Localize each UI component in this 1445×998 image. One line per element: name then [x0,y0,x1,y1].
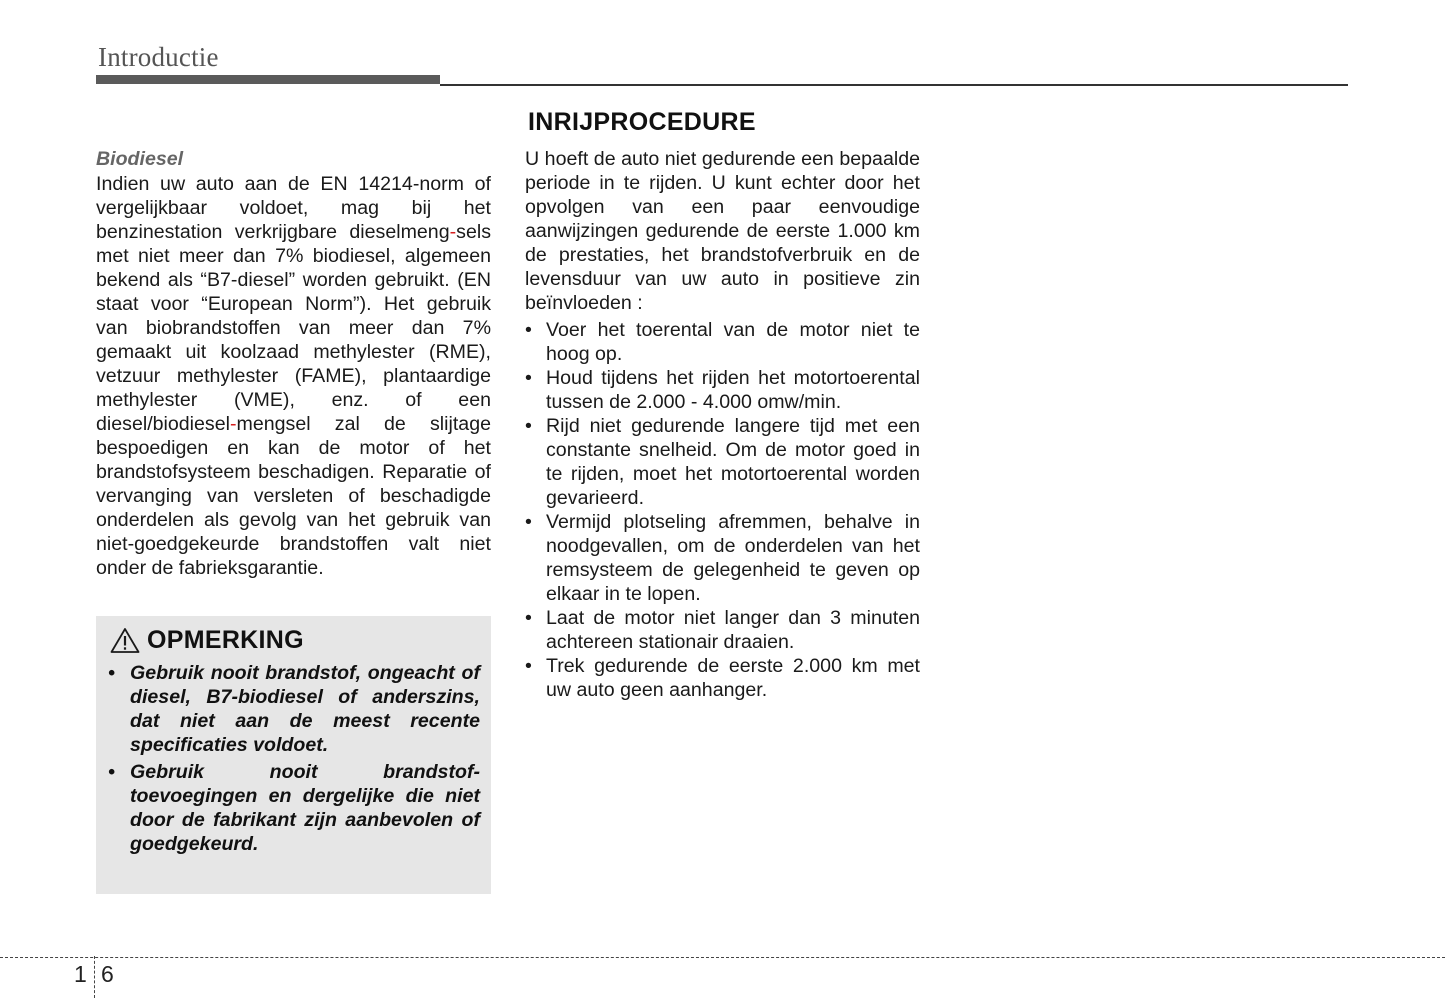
list-item-text: Trek gedurende de eerste 2.000 km met uw auto geen aanhanger. [546,655,920,701]
list-item [525,414,920,510]
section-title: Introductie [98,42,219,72]
biodiesel-text-part2: sels met niet meer dan 7% biodiesel, algemeen bekend als “B7-diesel” worden gebruikt. (EN staat voor “European Norm”). Het gebruik van biobrandstoffen van meer dan 7% gemaakt uit koolzaad methylester (RME), vetzuur methylester (FAME), plantaardige methylester (VME), enz. of een diesel/biodiesel [96,221,491,435]
list-item-text: Voer het toerental van de motor niet te hoog op. [546,319,920,365]
bullet: • [108,761,115,783]
notice-header [110,626,304,655]
intro-paragraph: U hoeft de auto niet gedurende een bepaalde periode in te rijden. U kunt echter door het opvolgen van een paar eenvoudige aanwijzingen gedurende de eerste 1.000 km de prestaties, het brandstofverbruik en de levensduur van uw auto in positieve zin beïnvloeden : [525,148,920,314]
list-item [525,606,920,654]
biodiesel-text-part3: mengsel zal de slijtage bespoedigen en kan de motor of het brandstofsysteem beschadigen. Reparatie of vervanging van versleten of beschadigde onderdelen als gevolg van het gebruik van niet-goedgekeurde brandstoffen valt niet onder de fabrieksgarantie. [96,413,491,579]
notice-title: OPMERKING [147,626,304,654]
notice-list [108,661,480,859]
list-item-text: Vermijd plotseling afremmen, behalve in noodgevallen, om de onderdelen van het remsysteem de gelegenheid te geven op elkaar in te lopen. [546,511,920,605]
biodiesel-paragraph [96,172,491,580]
list-item-text: Houd tijdens het rijden het motortoerental tussen de 2.000 - 4.000 omw/min. [546,367,920,413]
list-item [525,366,920,414]
bullet: • [525,511,532,533]
list-item [525,510,920,606]
warning-triangle-icon [110,627,140,654]
notice-item [108,661,480,757]
list-item-text: Laat de motor niet langer dan 3 minuten achtereen stationair draaien. [546,607,920,653]
main-heading: INRIJPROCEDURE [528,108,756,136]
chapter-number: 1 [74,961,87,987]
notice-item-text: Gebruik nooit brandstof-toevoegingen en dergelijke die niet door de fabrikant zijn aanbevolen of goedgekeurd. [130,761,480,855]
header-rule-thick [96,75,440,84]
notice-item [108,760,480,856]
bullet: • [525,319,532,341]
bullet: • [525,607,532,629]
bullet: • [525,415,532,437]
bullet: • [525,367,532,389]
biodiesel-text-part1: Indien uw auto aan de EN 14214-norm of vergelijkbaar voldoet, mag bij het benzinestation verkrijgbare dieselmeng [96,173,491,243]
bullet: • [525,655,532,677]
notice-box [96,616,491,894]
left-column [96,147,491,580]
list-item [525,654,920,702]
right-column [525,147,920,702]
list-item [525,318,920,366]
hyphen-mark-1: - [449,221,457,243]
footer-rule [0,957,1445,958]
header-rule-thin [440,84,1348,86]
list-item-text: Rijd niet gedurende langere tijd met een constante snelheid. Om de motor goed in te rijden, moet het motortoerental worden gevarieerd. [546,415,920,509]
page-number: 6 [101,961,114,987]
procedure-list [525,318,920,702]
biodiesel-subheading: Biodiesel [96,148,184,170]
notice-item-text: Gebruik nooit brandstof, ongeacht of diesel, B7-biodiesel of anderszins, dat niet aan de meest recente specificaties voldoet. [130,662,480,756]
bullet: • [108,662,115,684]
hyphen-mark-2: - [229,413,237,435]
page-separator [94,956,95,998]
